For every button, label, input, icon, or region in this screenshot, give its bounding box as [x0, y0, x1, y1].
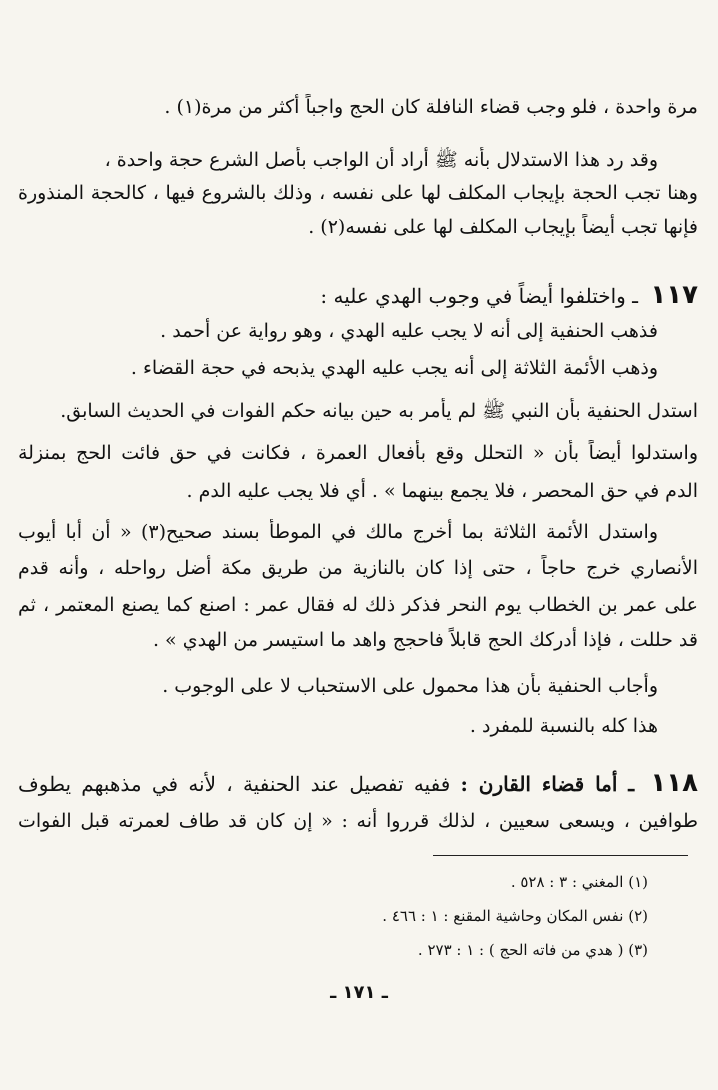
text-line: وذهب الأئمة الثلاثة إلى أنه يجب عليه الهدي يذبحه في حجة القضاء . [130, 357, 658, 379]
text-line: الدم في حق المحصر ، فلا يجمع بينهما » . أي فلا يجب عليه الدم . [186, 480, 698, 502]
section-117-heading [18, 278, 698, 313]
text-line: واستدلوا أيضاً بأن « التحلل وقع بأفعال العمرة ، فكانت في حق فائت الحج بمنزلة [18, 442, 698, 464]
footnote: (٢) نفس المكان وحاشية المقنع : ١ : ٤٦٦ . [382, 907, 648, 925]
text-line: الأنصاري خرج حاجاً ، حتى إذا كان بالنازية من طريق مكة أضل رواحله ، وأنه قدم [18, 557, 698, 579]
text-line: استدل الحنفية بأن النبي ﷺ لم يأمر به حين بيانه حكم الفوات في الحديث السابق. [60, 400, 698, 422]
footnote: (٣) ( هدي من فاته الحج ) : ١ : ٢٧٣ . [417, 941, 648, 959]
section-number: ١١٨ [650, 768, 698, 798]
page-number: ـ ١٧١ ـ [330, 982, 388, 1003]
text-line: واستدل الأئمة الثلاثة بما أخرج مالك في الموطأ بسند صحيح(٣) « أن أبا أيوب [18, 521, 658, 543]
text-line: هذا كله بالنسبة للمفرد . [469, 715, 658, 737]
text-line: طوافين ، ويسعى سعيين ، لذلك قرروا أنه : « إن كان قد طاف لعمرته قبل الفوات [18, 810, 698, 832]
section-heading-text: ـ واختلفوا أيضاً في وجوب الهدي عليه : [320, 284, 639, 308]
footnote: (١) المغني : ٣ : ٥٢٨ . [510, 873, 648, 891]
text-line: وقد رد هذا الاستدلال بأنه ﷺ أراد أن الواجب بأصل الشرع حجة واحدة ، [104, 149, 658, 171]
section-heading-text: ففيه تفصيل عند الحنفية ، لأنه في مذهبهم يطوف [18, 772, 451, 796]
text-line: مرة واحدة ، فلو وجب قضاء النافلة كان الحج واجباً أكثر من مرة(١) . [164, 96, 698, 118]
footnote-divider [433, 855, 688, 856]
section-number: ١١٧ [650, 280, 698, 310]
text-line: فإنها تجب أيضاً بإيجاب المكلف لها على نفسه(٢) . [308, 216, 698, 238]
text-line: فذهب الحنفية إلى أنه لا يجب عليه الهدي ، وهو رواية عن أحمد . [160, 320, 658, 342]
section-heading-title: ـ أما قضاء القارن : [460, 772, 635, 796]
text-line: قد حللت ، فإذا أدركك الحج قابلاً فاحجج واهد ما استيسر من الهدي » . [152, 629, 698, 651]
text-line: وهنا تجب الحجة بإيجاب المكلف لها على نفسه ، وذلك بالشروع فيها ، كالحجة المنذورة [18, 182, 698, 204]
text-line: وأجاب الحنفية بأن هذا محمول على الاستحباب لا على الوجوب . [162, 675, 658, 697]
section-118-heading [18, 766, 698, 801]
text-line: على عمر بن الخطاب يوم النحر فذكر ذلك له فقال عمر : اصنع كما يصنع المعتمر ، ثم [18, 594, 698, 616]
